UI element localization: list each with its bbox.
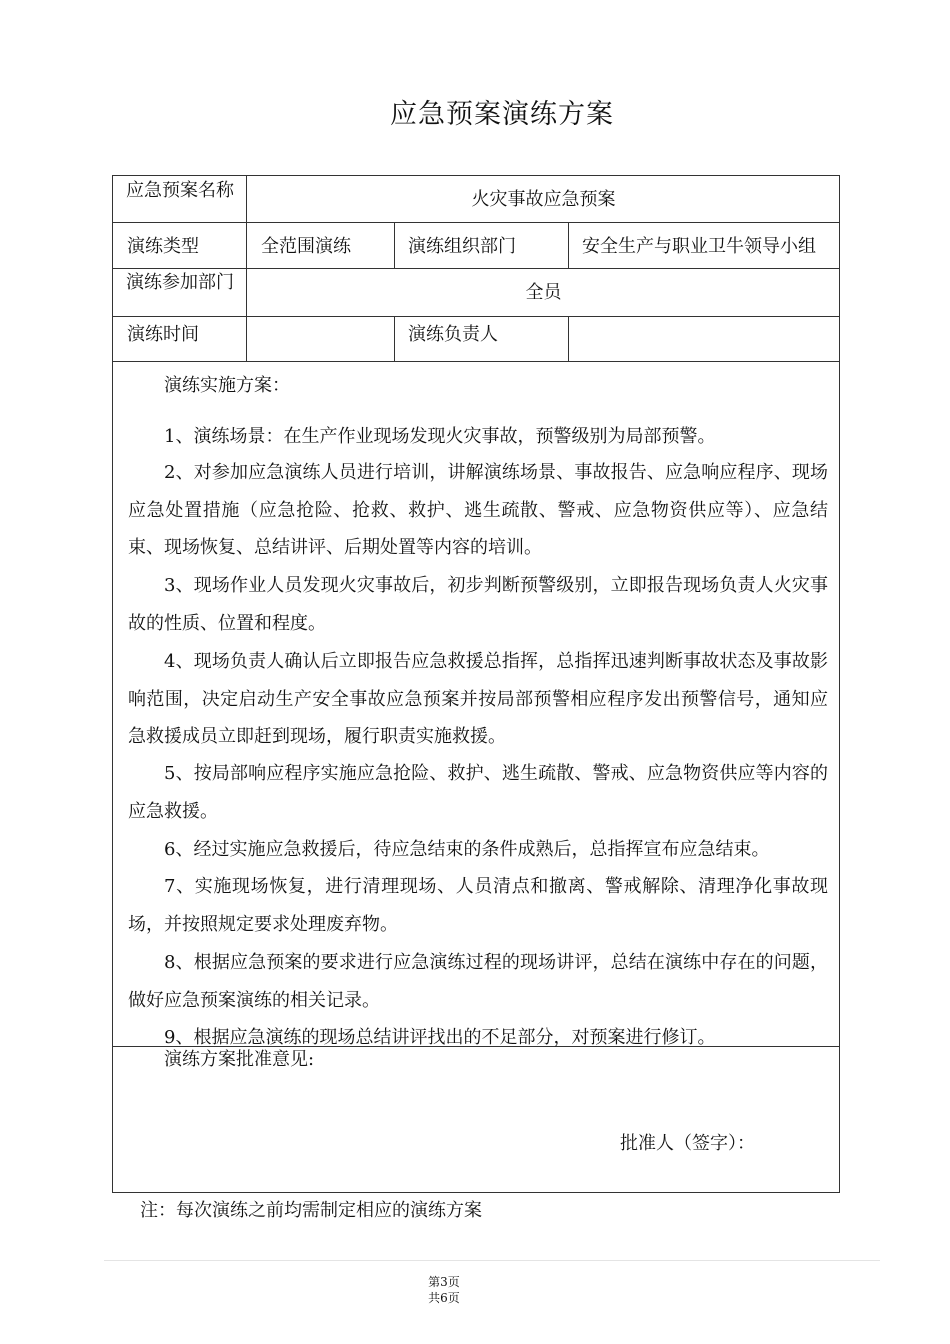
row-divider (112, 222, 840, 223)
footer-divider (104, 1260, 880, 1261)
plan-item-7: 7、实施现场恢复，进行清理现场、人员清点和撤离、警戒解除、清理净化事故现场，并按照规定要求处理废弃物。 (128, 876, 828, 935)
page-number-current: 第3页 (428, 1275, 460, 1289)
plan-item-1: 1、演练场景：在生产作业现场发现火灾事故，预警级别为局部预警。 (164, 426, 716, 447)
plan-item-8: 8、根据应急预案的要求进行应急演练过程的现场讲评，总结在演练中存在的问题，做好应急预案演练的相关记录。 (128, 952, 828, 1011)
plan-name-value: 火灾事故应急预案 (471, 189, 616, 210)
participants-value: 全员 (525, 282, 562, 303)
approval-signer-label: 批准人（签字）： (620, 1133, 755, 1154)
drill-leader-label: 演练负责人 (408, 324, 498, 345)
document-title: 应急预案演练方案 (390, 99, 614, 130)
participants-label: 演练参加部门 (126, 272, 234, 293)
org-dept-value: 安全生产与职业卫牛领导小组 (582, 236, 816, 257)
row-divider (112, 316, 840, 317)
column-divider (568, 316, 569, 361)
plan-item-6: 6、经过实施应急救援后，待应急结束的条件成熟后，总指挥宣布应急结束。 (164, 839, 770, 860)
page-number-total: 共6页 (428, 1291, 460, 1305)
column-divider (394, 222, 395, 268)
approval-heading: 演练方案批准意见: (164, 1049, 315, 1070)
plan-item-3: 3、现场作业人员发现火灾事故后，初步判断预警级别，立即报告现场负责人火灾事故的性质、位置和程度。 (128, 575, 828, 634)
row-divider (112, 268, 840, 269)
plan-name-label: 应急预案名称 (126, 180, 234, 201)
plan-item-9: 9、根据应急演练的现场总结讲评找出的不足部分，对预案进行修订。 (164, 1027, 716, 1048)
footnote: 注：每次演练之前均需制定相应的演练方案 (140, 1200, 482, 1221)
plan-item-5: 5、按局部响应程序实施应急抢险、救护、逃生疏散、警戒、应急物资供应等内容的应急救援。 (128, 763, 828, 822)
org-dept-label: 演练组织部门 (408, 236, 516, 257)
drill-type-label: 演练类型 (127, 236, 199, 257)
row-divider (112, 361, 840, 362)
drill-time-label: 演练时间 (127, 324, 199, 345)
plan-item-2: 2、对参加应急演练人员进行培训，讲解演练场景、事故报告、应急响应程序、现场应急处置措施（应急抢险、抢救、救护、逃生疏散、警戒、应急物资供应等）、应急结束、现场恢复、总结讲评、后期处置等内容的培训。 (128, 462, 828, 558)
column-divider (568, 222, 569, 268)
plan-item-4: 4、现场负责人确认后立即报告应急救援总指挥，总指挥迅速判断事故状态及事故影响范围，决定启动生产安全事故应急预案并按局部预警相应程序发出预警信号，通知应急救援成员立即赶到现场，履行职责实施救援。 (128, 651, 828, 747)
drill-type-value: 全范围演练 (261, 236, 351, 257)
column-divider (394, 316, 395, 361)
plan-heading: 演练实施方案： (164, 375, 290, 396)
